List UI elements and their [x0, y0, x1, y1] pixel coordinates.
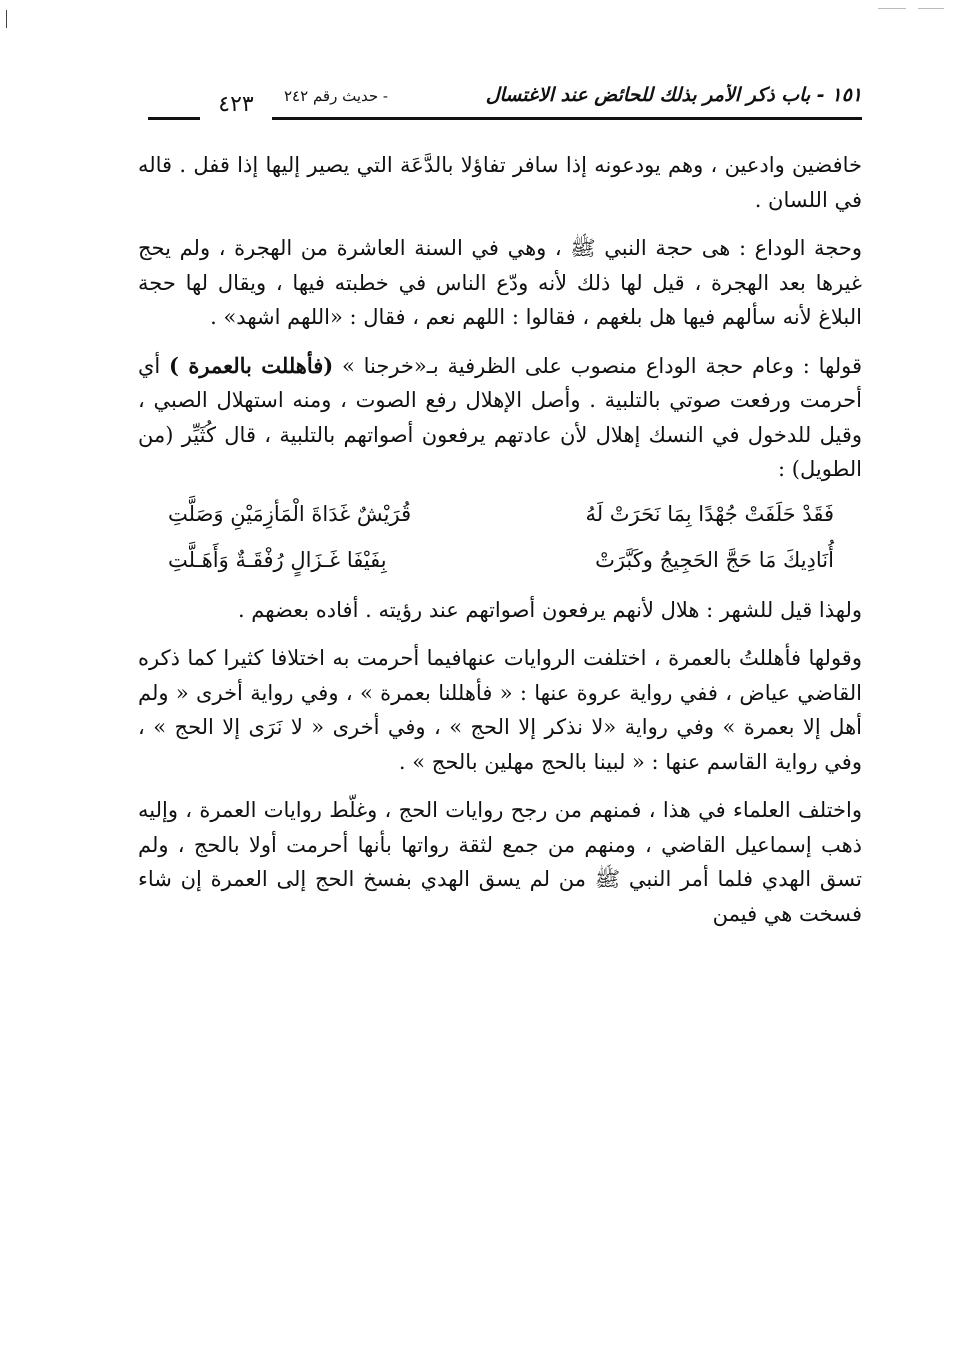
chapter-title: ١٥١ - باب ذكر الأمر بذلك للحائض عند الاغتسال: [485, 84, 862, 106]
body-text: [138, 148, 862, 931]
paragraph-text: قولها : وعام حجة الوداع منصوب على الظرفية بـ«خرجنا »: [333, 353, 862, 378]
paragraph: ولهذا قيل للشهر : هلال لأنهم يرفعون أصواتهم عند رؤيته . أفاده بعضهم .: [237, 597, 862, 622]
scan-corner-rule: [918, 8, 944, 9]
verse-first-hemistich: فَقَدْ حَلَفَتْ جُهْدًا بِمَا نَحَرَتْ لَهُ: [585, 501, 834, 526]
verse-line: [138, 491, 862, 537]
poetry-verses: [138, 491, 862, 583]
running-header: [148, 78, 862, 122]
verse-second-hemistich: بِفَيْفَا غَـزَالٍ رُفْقَـةٌ وَأَهَـلَّتِ: [168, 547, 387, 572]
hadith-number: - حديث رقم ٢٤٢: [284, 87, 388, 105]
paragraph-text: أي أحرمت ورفعت صوتي بالتلبية . وأصل الإهلال رفع الصوت ، ومنه استهلال الصبي ، وقيل للدخول في النسك إهلال لأن عادتهم يرفعون أصواتهم بالتلبية ، قال كُثَيِّر (من الطويل) :: [138, 353, 862, 481]
paragraph: وقولها فأهللتُ بالعمرة ، اختلفت الروايات عنهافيما أحرمت به اختلافا كثيرا كما ذكره القاضي عياض ، ففي رواية عروة عنها : « فأهللنا بعمرة » ، وفي رواية أخرى « ولم أهل إلا بعمرة » وفي رواية «لا نذكر إلا الحج » ، وفي أخرى « لا نَرَى إلا الحج » ، وفي رواية القاسم عنها : « لبينا بالحج مهلين بالحج » .: [138, 646, 862, 774]
verse-first-hemistich: أُنَادِيكَ مَا حَجَّ الحَجِيجُ وكَبَّرَتْ: [595, 547, 834, 572]
scan-edge-mark: [6, 10, 7, 28]
scan-corner-rule: [878, 8, 906, 9]
page-number: ٤٢٣: [200, 86, 272, 124]
verse-second-hemistich: قُرَيْشٌ غَدَاةَ الْمَأزِمَيْنِ وَصَلَّتِ: [168, 501, 412, 526]
paragraph: وحجة الوداع : هى حجة النبي ﷺ ، وهي في السنة العاشرة من الهجرة ، ولم يحج غيرها بعد الهجرة ، قيل لها ذلك لأنه ودّع الناس في خطبته فيها ، ويقال لها حجة البلاغ لأنه سألهم فيها هل بلغهم ، فقالوا : اللهم نعم ، فقال : «اللهم اشهد» .: [138, 236, 862, 329]
paragraph: خافضين وادعين ، وهم يودعونه إذا سافر تفاؤلا بالدَّعَة التي يصير إليها إذا قفل . قاله في اللسان .: [138, 153, 862, 212]
paragraph: [138, 349, 862, 487]
paragraph: واختلف العلماء في هذا ، فمنهم من رجح روايات الحج ، وغلّط روايات العمرة ، وإليه ذهب إسماعيل القاضي ، ومنهم من جمع لثقة رواتها بأنها أحرمت أولا بالحج ، ولم تسق الهدي فلما أمر النبي ﷺ من لم يسق الهدي بفسخ الحج إلى العمرة إن شاء فسخت هي فيمن: [138, 798, 862, 926]
verse-line: [138, 537, 862, 583]
bold-quote: (فأهللت بالعمرة ): [169, 352, 334, 378]
